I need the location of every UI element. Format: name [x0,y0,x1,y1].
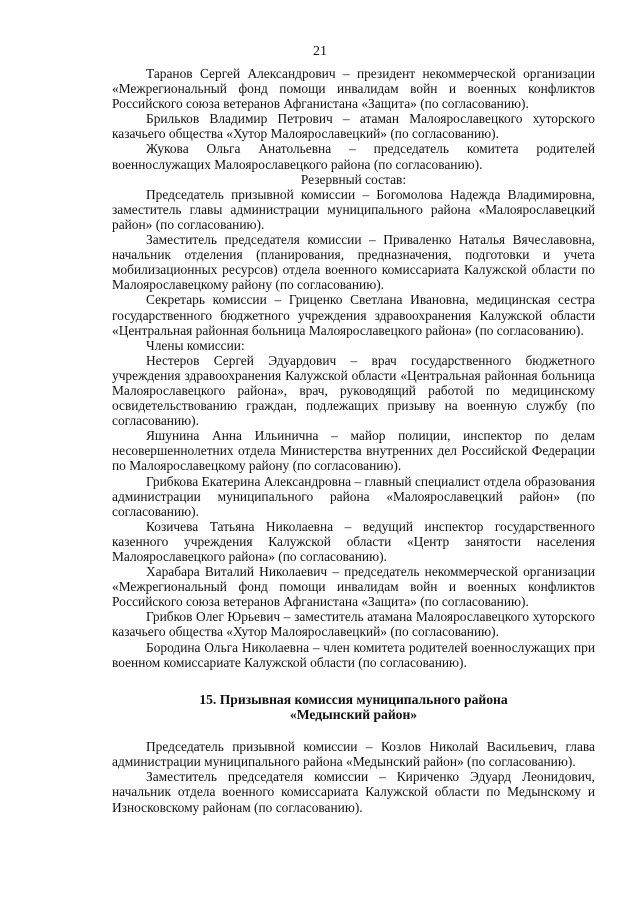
paragraph-gribkova: Грибкова Екатерина Александровна – главный специалист отдела образования администрации муниципального района «Малоярославецкий район» (по согласованию). [112,473,595,519]
paragraph-gribkov: Грибков Олег Юрьевич – заместитель атамана Малоярославецкого хуторского казачьего общества «Хутор Малоярославецкий» (по согласованию). [112,609,595,640]
paragraph-zhukova: Жукова Ольга Анатольевна – председатель комитета родителей военнослужащих Малоярославецкого района (по согласованию). [112,141,595,172]
paragraph-kharabara: Харабара Виталий Николаевич – председатель некоммерческой организации «Межрегиональный фонд помощи инвалидам войн и военных конфликтов Российского союза ветеранов Афганистана «Защита» (по согласованию). [112,564,595,610]
reserve-heading: Резервный состав: [300,171,407,187]
section-spacer [112,670,595,692]
paragraph-borodina: Бородина Ольга Николаевна – член комитета родителей военнослужащих при военном комиссариате Калужской области (по согласованию). [112,639,595,670]
paragraph-kozicheva: Козичева Татьяна Николаевна – ведущий инспектор государственного казенного учреждения Калужской области «Центр занятости населения Малоярославецкого района» (по согласованию). [112,518,595,564]
paragraph-yashunina: Яшунина Анна Ильинична – майор полиции, инспектор по делам несовершеннолетних отдела Министерства внутренних дел Российской Федерации по Малоярославецкому району (по согласованию). [112,428,595,474]
paragraph-reserve-secretary: Секретарь комиссии – Гриценко Светлана Ивановна, медицинская сестра государственного бюджетного учреждения здравоохранения Калужской области «Центральная районная больница Малоярославецкого района» (по согласованию). [112,292,595,338]
paragraph-kozlov: Председатель призывной комиссии – Козлов Николай Васильевич, глава администрации муниципального района «Медынский район» (по согласованию). [112,739,595,770]
paragraph-nesterov: Нестеров Сергей Эдуардович – врач государственного бюджетного учреждения здравоохранения Калужской области «Центральная районная больница Малоярославецкого района», врач, руководящий работой по медицинскому освидетельствованию граждан, подлежащих призыву на военную службу (по согласованию). [112,352,595,429]
document-body [112,66,595,815]
section15-heading-line1: 15. Призывная комиссия муниципального района [199,691,508,707]
paragraph-brilkov: Брильков Владимир Петрович – атаман Малоярославецкого хуторского казачьего общества «Хутор Малоярославецкий» (по согласованию). [112,111,595,142]
paragraph-taranov: Таранов Сергей Александрович – президент некоммерческой организации «Межрегиональный фонд помощи инвалидам войн и военных конфликтов Российского союза ветеранов Афганистана «Защита» (по согласованию). [112,66,595,112]
paragraph-reserve-deputy: Заместитель председателя комиссии – Приваленко Наталья Вячеславовна, начальник отделения (планирования, предназначения, подготовки и учета мобилизационных ресурсов) отдела военного комиссариата Калужской области по Малоярославецкому району (по согласованию). [112,232,595,293]
paragraph-reserve-chairman: Председатель призывной комиссии – Богомолова Надежда Владимировна, заместитель главы администрации муниципального района «Малоярославецкий район» (по согласованию). [112,186,595,232]
paragraph-kirichenko: Заместитель председателя комиссии – Кириченко Эдуард Леонидович, начальник отдела военного комиссариата Калужской области по Медынскому и Износковскому районам (по согласованию). [112,769,595,815]
page-number: 21 [313,44,327,59]
members-heading: Члены комиссии: [146,337,245,353]
heading-spacer [112,722,595,739]
section15-heading-line2: «Медынский район» [289,706,418,722]
